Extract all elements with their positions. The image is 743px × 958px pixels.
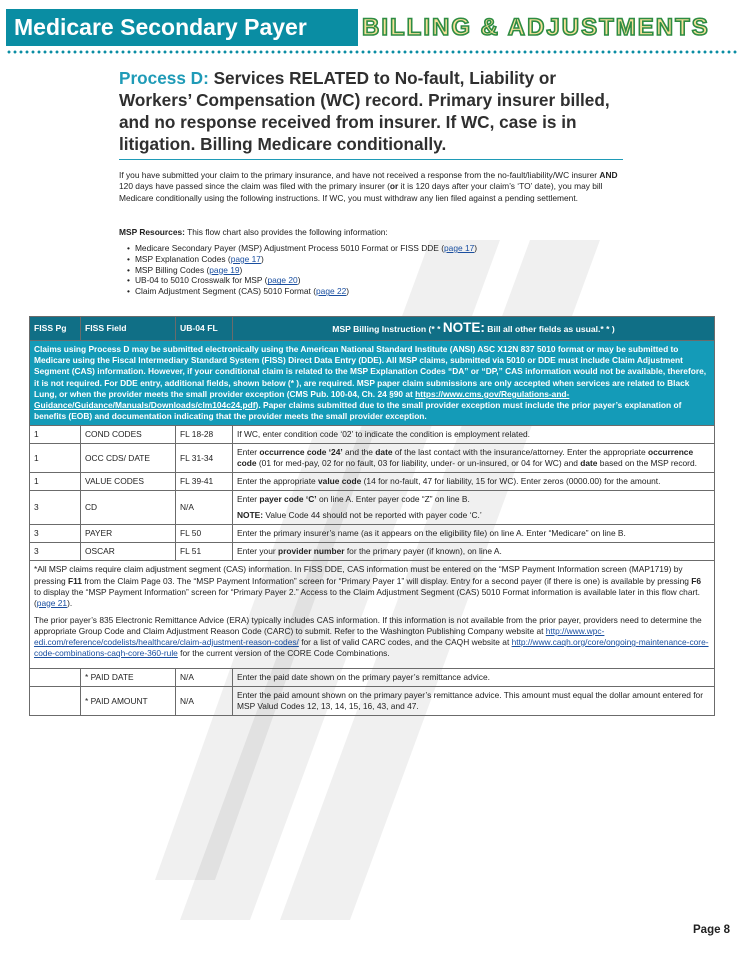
instruction-segment: Enter the appropriate bbox=[237, 476, 319, 487]
fn-key-f11: F11 bbox=[67, 575, 82, 586]
cell-fl: FL 18-28 bbox=[176, 426, 233, 444]
resource-end: ) bbox=[346, 286, 350, 297]
instr-note: NOTE: bbox=[442, 320, 485, 335]
list-item bbox=[127, 286, 625, 297]
note-text: Value Code 44 should not be reported with payer code ‘C.’ bbox=[263, 510, 482, 521]
banner-title-box bbox=[6, 9, 358, 46]
cms-manual-link[interactable]: https://www.cms.gov/Regulations-and-Guidance/Guidance/Manuals/Downloads/clm104c24.pdf bbox=[34, 388, 570, 411]
cell-field: OCC CDS/ DATE bbox=[81, 444, 176, 473]
resource-text: Medicare Secondary Payer (MSP) Adjustment Process 5010 Format or FISS DDE ( bbox=[134, 243, 444, 253]
cell-instruction bbox=[233, 426, 715, 444]
intro-paragraph bbox=[119, 170, 625, 204]
col-msp-instruction bbox=[233, 317, 715, 341]
resource-text: MSP Explanation Codes ( bbox=[134, 253, 231, 264]
resources-list bbox=[119, 243, 625, 297]
instruction-segment: Enter bbox=[237, 447, 260, 458]
fn-text: for the current version of the CORE Code Combinations. bbox=[177, 648, 390, 659]
fn-text: The prior payer’s 835 Electronic Remittance Advice (ERA) typically includes CAS information. If this information is not available from the prior payer, providers need to determine the appropriate Group Code and Claim Adjustment Reason Code (CARC) to submit. Refer to the Washington Publishing Company website at bbox=[34, 614, 702, 636]
cell-instruction: Enter the paid amount shown on the primary payer’s remittance advice. This amount must equal the dollar amount entered for MSP Valud Codes 12, 13, 14, 15, 16, 43, and 47. bbox=[233, 687, 715, 716]
fn-text: *All MSP claims require claim adjustment segment (CAS) information. In FISS DDE, CAS information must be entered on the “MSP Payment Information screen (MAP1719) by pressing bbox=[34, 564, 683, 586]
process-label: Process D: bbox=[119, 68, 209, 88]
intro-text-2: 120 days have passed since the claim was filed with the primary insurer ( bbox=[119, 181, 390, 192]
resource-end: ) bbox=[239, 264, 243, 275]
page-link[interactable]: page 22 bbox=[316, 286, 347, 297]
table-header-row bbox=[30, 317, 715, 341]
instruction-text bbox=[237, 528, 710, 539]
instruction-segment: (14 for no-fault, 47 for liability, 15 for WC). Enter zeros (0000.00) for the amount. bbox=[361, 476, 661, 487]
instruction-text bbox=[237, 447, 710, 469]
cell-pg: 3 bbox=[30, 491, 81, 525]
instruction-emphasis: occurrence code bbox=[237, 447, 694, 469]
cell-fl: N/A bbox=[176, 491, 233, 525]
resources-text: This flow chart also provides the following information: bbox=[184, 227, 388, 237]
instruction-emphasis: provider number bbox=[277, 546, 345, 557]
intro-or: or bbox=[389, 181, 399, 192]
resource-end: ) bbox=[297, 275, 301, 286]
page-banner bbox=[0, 0, 743, 46]
resource-text: Claim Adjustment Segment (CAS) 5010 Format ( bbox=[134, 286, 316, 297]
cell-fl: FL 31-34 bbox=[176, 444, 233, 473]
instr-pre: MSP Billing Instruction (* * bbox=[332, 324, 443, 334]
cell-fl: FL 39-41 bbox=[176, 473, 233, 491]
fn-text: for a list of valid CARC codes, and the CAQH website at bbox=[298, 636, 512, 647]
table-row bbox=[30, 473, 715, 491]
intro-text-1: If you have submitted your claim to the primary insurance, and have not received a response from the no-fault/liability/WC insurer bbox=[119, 170, 600, 180]
instruction-text bbox=[237, 476, 710, 487]
cell-fl: FL 50 bbox=[176, 525, 233, 543]
intro-text-3: it is 120 days after your claim’s ‘TO’ date), you may bill Medicare conditionally using the following instructions. If WC, you must withdraw any lien filed against a pending settlement. bbox=[119, 181, 603, 203]
cell-instruction bbox=[233, 543, 715, 561]
instruction-segment: Enter bbox=[237, 494, 260, 505]
intro-and: AND bbox=[599, 170, 618, 180]
cell-pg: 1 bbox=[30, 444, 81, 473]
note-label: NOTE: bbox=[237, 510, 264, 521]
instruction-segment: Enter your bbox=[237, 546, 278, 557]
process-description: Services RELATED to No-fault, Liability or Workers’ Compensation (WC) record. Primary insurer billed, and no response received from insurer. If WC, case is in litigation. Billing Medicare conditionally. bbox=[119, 68, 610, 154]
cell-field: CD bbox=[81, 491, 176, 525]
cell-field: PAYER bbox=[81, 525, 176, 543]
info-text-end: ). Paper claims submitted due to the small provider exception must include the prior payer’s explanation of benefits (EOB) and documentation indicating that the provider meets the small provider exception. bbox=[34, 400, 682, 422]
cell-fl: FL 51 bbox=[176, 543, 233, 561]
list-item bbox=[127, 275, 625, 286]
table-row bbox=[30, 444, 715, 473]
cell-pg: 1 bbox=[30, 473, 81, 491]
cell-instruction bbox=[233, 491, 715, 525]
table-row bbox=[30, 543, 715, 561]
cell-field: * PAID DATE bbox=[81, 669, 176, 687]
instruction-segment: of the last contact with the insurance/attorney. Enter the appropriate bbox=[392, 447, 648, 458]
process-d-info-block bbox=[30, 341, 715, 426]
instruction-emphasis: value code bbox=[318, 476, 362, 487]
cell-instruction: Enter the paid date shown on the primary payer’s remittance advice. bbox=[233, 669, 715, 687]
banner-title: Medicare Secondary Payer bbox=[14, 14, 307, 40]
col-fiss-field: FISS Field bbox=[81, 317, 176, 341]
instruction-text bbox=[237, 494, 710, 505]
resource-text: MSP Billing Codes ( bbox=[134, 264, 210, 275]
instruction-segment: If WC, enter condition code ‘02’ to indicate the condition is employment related. bbox=[237, 429, 530, 440]
table-intro-row bbox=[30, 341, 715, 426]
cell-field: VALUE CODES bbox=[81, 473, 176, 491]
fn-text: ). bbox=[67, 597, 73, 608]
list-item bbox=[127, 265, 625, 276]
process-title bbox=[119, 67, 624, 155]
cell-instruction bbox=[233, 473, 715, 491]
caqh-link[interactable]: http://www.caqh.org/core/ongoing-maintenance-core-code-combinations-caqh-core-360-rule bbox=[34, 636, 709, 659]
msp-resources bbox=[119, 227, 625, 297]
dotted-divider bbox=[6, 50, 737, 54]
cell-pg: 3 bbox=[30, 543, 81, 561]
cell-fl: N/A bbox=[176, 687, 233, 716]
msp-billing-table bbox=[29, 316, 715, 716]
page-link[interactable]: page 17 bbox=[230, 253, 261, 264]
instruction-segment: on line A. Enter payer code “Z” on line B. bbox=[316, 494, 470, 505]
instruction-emphasis: date bbox=[580, 458, 598, 469]
banner-subtitle: BILLING & ADJUSTMENTS bbox=[362, 14, 710, 41]
page-link[interactable]: page 19 bbox=[209, 264, 240, 275]
instruction-text bbox=[237, 546, 710, 557]
instr-post: Bill all other fields as usual.* * ) bbox=[484, 324, 615, 334]
instruction-rows bbox=[30, 426, 715, 561]
cas-footnote bbox=[30, 561, 715, 669]
footnote-paragraph-1 bbox=[34, 564, 710, 608]
instruction-emphasis: date bbox=[375, 447, 393, 458]
page-number: Page 8 bbox=[693, 924, 731, 936]
list-item bbox=[127, 254, 625, 265]
page-link[interactable]: page 17 bbox=[444, 243, 475, 253]
list-item bbox=[127, 243, 625, 254]
table-row bbox=[30, 426, 715, 444]
instruction-segment: for the primary payer (if known), on line A. bbox=[344, 546, 502, 557]
instruction-segment: based on the MSP record. bbox=[597, 458, 697, 469]
instruction-text bbox=[237, 429, 710, 440]
instruction-segment: Enter the primary insurer’s name (as it appears on the eligibility file) on line A. Enter “Medicare” on line B. bbox=[237, 528, 626, 539]
instruction-emphasis: payer code ‘C’ bbox=[259, 494, 317, 505]
cell-instruction bbox=[233, 444, 715, 473]
footnote-paragraph-2 bbox=[34, 615, 710, 659]
page-link[interactable]: page 21 bbox=[36, 597, 68, 608]
cell-pg bbox=[30, 669, 81, 687]
cell-field: OSCAR bbox=[81, 543, 176, 561]
cell-field: COND CODES bbox=[81, 426, 176, 444]
resource-text: UB-04 to 5010 Crosswalk for MSP ( bbox=[134, 275, 268, 286]
title-rule bbox=[119, 159, 623, 160]
cell-pg bbox=[30, 687, 81, 716]
resource-end: ) bbox=[260, 253, 264, 264]
table-row bbox=[30, 525, 715, 543]
info-text: Claims using Process D may be submitted electronically using the American National Standard Institute (ANSI) ASC X12N 837 5010 format or may be submitted to Medicare using the Fiscal Intermediary Standard System (FISS) Direct Data Entry (DDE). All MSP claims, submitted via 5010 or DDE must include Claim Adjustment Segment (CAS) information. However, if your conditional claim is related to the MSP Explanation Codes “DA” or “DP,” CAS information would not be available, therefore, it is not required. For DDE entry, additional fields, shown below (* ), are required. MSP paper claim submissions are only accepted when services are related to Black Lung, or when the provider meets the small provider exception (CMS Pub. 100-04, Ch. 24 §90 at bbox=[34, 344, 707, 399]
table-row bbox=[30, 669, 715, 687]
resource-end: ) bbox=[474, 243, 478, 253]
cell-fl: N/A bbox=[176, 669, 233, 687]
instruction-segment: (01 for med-pay, 02 for no fault, 03 for liability, under- or un-insured, or 04 for WC) and bbox=[256, 458, 581, 469]
table-row bbox=[30, 491, 715, 525]
instruction-segment: and the bbox=[342, 447, 376, 458]
cell-instruction bbox=[233, 525, 715, 543]
fn-key-f6: F6 bbox=[691, 575, 702, 586]
footnote-row bbox=[30, 561, 715, 669]
wpc-link[interactable]: http://www.wpc-edi.com/reference/codelists/healthcare/claim-adjustment-reason-codes/ bbox=[34, 625, 605, 647]
col-fiss-pg: FISS Pg bbox=[30, 317, 81, 341]
instruction-note bbox=[237, 510, 710, 521]
cell-pg: 1 bbox=[30, 426, 81, 444]
cell-pg: 3 bbox=[30, 525, 81, 543]
col-ub04-fl: UB-04 FL bbox=[176, 317, 233, 341]
fn-text: to display the “MSP Payment Information” screen for “Primary Payer 2.” Access to the Claim Adjustment Segment (CAS) 5010 Format information is available later in this flow chart. ( bbox=[34, 586, 700, 608]
resources-label: MSP Resources: bbox=[119, 227, 185, 237]
fn-text: from the Claim Page 03. The “MSP Payment Information” screen for “Primary Payer 1” will display. Entry for a second payer (if there is one) is available by pressing bbox=[81, 575, 692, 586]
cell-field: * PAID AMOUNT bbox=[81, 687, 176, 716]
instruction-emphasis: occurrence code ‘24’ bbox=[259, 447, 343, 458]
page-link[interactable]: page 20 bbox=[267, 275, 298, 286]
table-row bbox=[30, 687, 715, 716]
